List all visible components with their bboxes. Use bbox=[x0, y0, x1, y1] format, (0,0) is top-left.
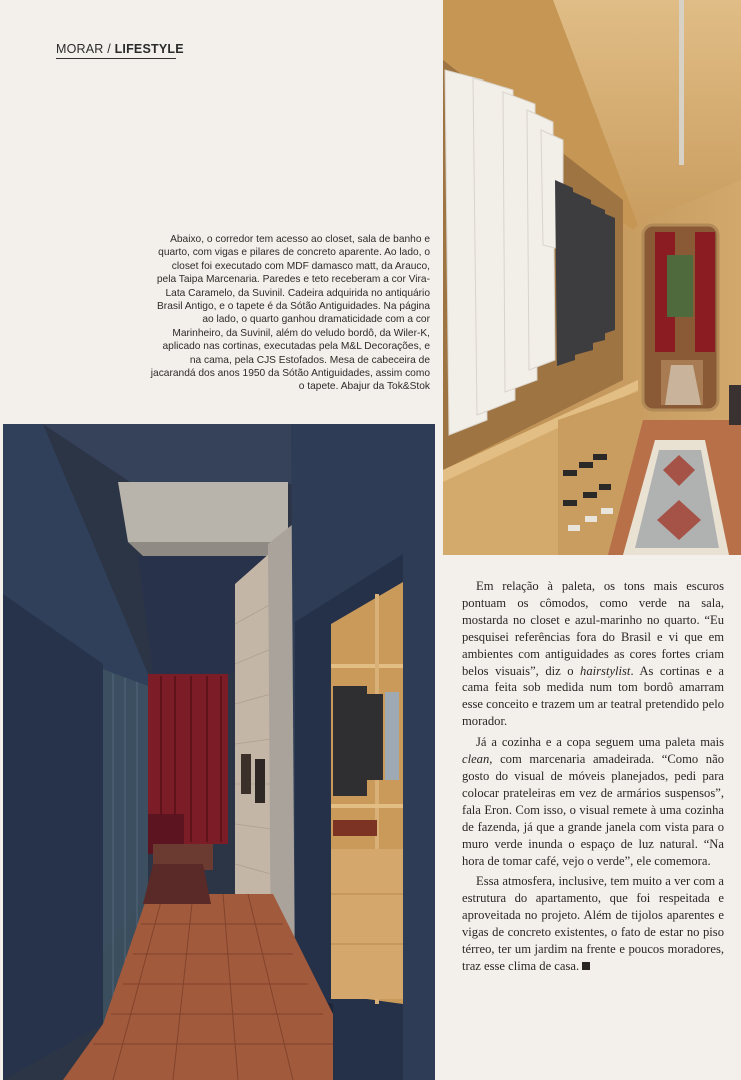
section-name: MORAR bbox=[56, 42, 104, 56]
subsection-name: LIFESTYLE bbox=[114, 42, 184, 56]
end-mark-icon bbox=[582, 962, 590, 970]
paragraph-3-text: Essa atmosfera, inclusive, tem muito a ver com a estrutura do apartamento, que foi respeitada e aproveitada no projeto. Além de tijolos aparentes e vigas de concreto existentes, o fato de estar no piso térreo, ter um jardim na frente e poucos moradores, traz esse clima de casa. bbox=[462, 874, 724, 973]
body-paragraph-2 bbox=[462, 734, 724, 869]
body-paragraph-1 bbox=[462, 578, 724, 730]
closet-illustration bbox=[443, 0, 741, 555]
paragraph-1-text-c: . As cortinas e a cama feita sob medida num tom bordô amarram esse conceito e trazem um ar teatral pretendido pelo morador. bbox=[462, 663, 724, 729]
section-separator: / bbox=[103, 42, 115, 56]
article-body bbox=[462, 578, 724, 975]
section-label bbox=[56, 42, 184, 56]
section-rule bbox=[56, 58, 176, 59]
paragraph-1-emphasis: hairstylist bbox=[580, 663, 631, 678]
photo-closet bbox=[443, 0, 741, 555]
paragraph-1-text-a: Em relação à paleta, os tons mais escuros pontuam os cômodos, como verde na sala, mostarda no closet e azul-marinho no quarto. “Eu pesquisei referências fora do Brasil e vi que em ambientes com antiguidades as cores fortes criam belos visuais”, diz o bbox=[462, 579, 724, 678]
paragraph-2-text-c: , com marcenaria amadeirada. “Como não gosto do visual de móveis planejados, pedi para colocar prateleiras em vez de armários suspensos”, fala Eron. Com isso, o visual remete à uma cozinha de fazenda, já que a grande janela com vista para o muro verde inunda o espaço de luz natural. “Na hora de tomar café, vejo o verde”, ele comemora. bbox=[462, 752, 724, 868]
corridor-illustration bbox=[3, 424, 435, 1080]
paragraph-2-emphasis: clean bbox=[462, 752, 490, 767]
photo-corridor bbox=[3, 424, 435, 1080]
paragraph-2-text-a: Já a cozinha e a copa seguem uma paleta mais bbox=[476, 735, 724, 750]
photo-caption: Abaixo, o corredor tem acesso ao closet, sala de banho e quarto, com vigas e pilares de concreto aparente. Ao lado, o closet foi executado com MDF damasco matt, da Arauco, pela Taipa Marcenaria. Paredes e teto receberam a cor Vira-Lata Caramelo, da Suvinil. Cadeira adquirida no antiquário Brasil Antigo, e o tapete é da Sótão Antiguidades. Na página ao lado, o quarto ganhou dramaticidade com a cor Marinheiro, da Suvinil, além do veludo bordô, da Wiler-K, aplicado nas cortinas, executadas pela M&L Decorações, e na cama, pela CJS Estofados. Mesa de cabeceira de jacarandá dos anos 1950 da Sótão Antiguidades, assim como o tapete. Abajur da Tok&Stok bbox=[150, 234, 430, 393]
body-paragraph-3 bbox=[462, 873, 724, 974]
